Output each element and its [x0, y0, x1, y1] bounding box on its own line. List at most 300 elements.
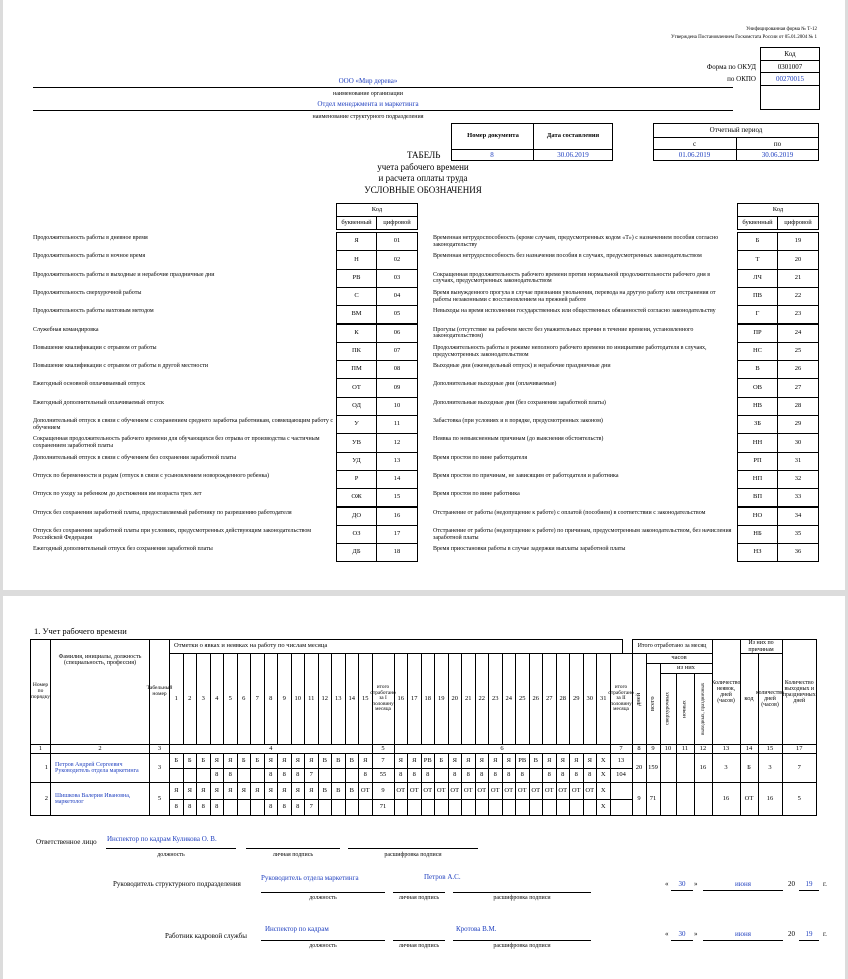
- legend-left-letter: ОТ: [336, 378, 377, 397]
- header-weekends: Количество выходных и праздничных дней: [782, 639, 818, 745]
- doc-date: 30.06.2019: [557, 151, 589, 159]
- legend-left-digit: 03: [376, 269, 418, 288]
- day-code: В: [331, 753, 346, 769]
- legend-left-letter: Р: [336, 470, 377, 489]
- doc-title-line1: учета рабочего времени: [377, 162, 469, 172]
- legend-left-letter: ДО: [336, 507, 377, 526]
- day-hours: 8: [210, 768, 225, 783]
- day-hours: 8: [169, 799, 184, 816]
- day-code: Б: [237, 753, 252, 769]
- month-hours: 71: [646, 782, 661, 816]
- doc-number-label: Номер документа: [467, 132, 519, 139]
- head-name: Петров А.С.: [424, 873, 461, 881]
- column-number: 10: [660, 744, 677, 754]
- day-hours: [421, 799, 436, 816]
- legend-right-digit: 20: [777, 250, 819, 269]
- legend-right-name: Дополнительные выходные дни (без сохранения заработной платы): [433, 399, 606, 406]
- day-code: ОТ: [529, 782, 544, 800]
- responsible-label: Ответственное лицо: [36, 838, 97, 846]
- legend-left-letter: УВ: [336, 433, 377, 452]
- column-number: 2: [50, 744, 150, 754]
- day-hours: [448, 799, 463, 816]
- header-day: 25: [515, 653, 530, 745]
- legend-right-digit: 36: [777, 543, 819, 562]
- day-hours: [223, 799, 238, 816]
- day-code: Б: [169, 753, 184, 769]
- day-hours: [196, 768, 211, 783]
- day-code: Я: [461, 753, 476, 769]
- day-hours: [515, 799, 530, 816]
- day-code: Я: [169, 782, 184, 800]
- day-hours: 8: [264, 799, 279, 816]
- day-code: Я: [210, 753, 225, 769]
- header-day: 16: [394, 653, 409, 745]
- header-day: 6: [237, 653, 252, 745]
- head-date-year: 19: [805, 880, 813, 888]
- day-hours: [183, 768, 198, 783]
- head-date-day: 30: [678, 880, 686, 888]
- day-hours: 8: [556, 768, 571, 783]
- day-code: Я: [407, 753, 422, 769]
- hr-date-suffix: г.: [823, 930, 827, 938]
- day-hours: 8: [475, 768, 490, 783]
- legend-right-name: Время простоя по вине работодателя: [433, 454, 528, 461]
- okpo-label: по ОКПО: [727, 75, 756, 83]
- day-hours: 8: [196, 799, 211, 816]
- legend-right-digit: 19: [777, 232, 819, 251]
- header-tab: Табельный номер: [149, 639, 170, 745]
- day-hours: Х: [596, 799, 611, 816]
- day-code: Я: [223, 753, 238, 769]
- day-code: Я: [223, 782, 238, 800]
- day-code: РВ: [515, 753, 530, 769]
- header-day: 27: [542, 653, 557, 745]
- doc-date-label: Дата составления: [546, 132, 600, 139]
- header-day: 10: [291, 653, 306, 745]
- legend-right-code-header: Код: [737, 203, 819, 217]
- legend-left-code-header: Код: [336, 203, 418, 217]
- legend-left-digit: 01: [376, 232, 418, 251]
- day-hours: 8: [421, 768, 436, 783]
- code-label: Код: [784, 50, 796, 58]
- reason-code: Б: [740, 753, 759, 783]
- day-hours: [488, 799, 503, 816]
- head-date-quote-open: «: [665, 880, 669, 888]
- column-number: 8: [632, 744, 647, 754]
- header-day: 4: [210, 653, 225, 745]
- responsible-position-caption: должность: [157, 852, 185, 858]
- day-code: ОТ: [461, 782, 476, 800]
- org-caption: наименование организации: [333, 91, 403, 97]
- legend-left-letter-header: буквенный: [336, 216, 377, 230]
- responsible-decode-caption: расшифровка подписи: [384, 852, 442, 858]
- day-code: Я: [542, 753, 557, 769]
- legend-left-name: Сокращенная продолжительность рабочего времени для обучающихся без отрыва от производства с частичным сохранением заработной платы: [33, 436, 320, 450]
- legend-right-name: Сокращенная продолжительность рабочего времени против нормальной продолжительности рабочего дня в случаях, предусмотренных законодательством: [433, 271, 711, 285]
- day-hours: [318, 799, 333, 816]
- legend-right-name: Неявка по невыясненным причинам (до выяснения обстоятельств): [433, 436, 604, 443]
- legend-left-name: Отпуск без сохранения заработной платы при условиях, предусмотренных действующим законодательством Российской Федерации: [33, 527, 312, 541]
- legend-left-letter: У: [336, 415, 377, 434]
- legend-left-name: Отпуск без сохранения заработной платы, предоставляемый работнику по разрешению работодателя: [33, 509, 292, 516]
- day-code: ОТ: [583, 782, 598, 800]
- day-code: Я: [250, 782, 265, 800]
- day-code: ОТ: [502, 782, 517, 800]
- legend-right-letter: Г: [737, 305, 778, 324]
- legend-right-digit: 32: [777, 470, 819, 489]
- timesheet-page-1: [3, 0, 845, 590]
- org-name: ООО «Мир дерева»: [338, 77, 398, 85]
- period-label: Отчетный период: [709, 126, 763, 134]
- legend-left-digit: 13: [376, 452, 418, 471]
- okpo-value: 00270015: [776, 75, 804, 83]
- day-code: Б: [250, 753, 265, 769]
- doc-title-line2: и расчета оплаты труда: [378, 173, 468, 183]
- absence-count: 3: [712, 753, 741, 783]
- reason-code: ОТ: [740, 782, 759, 816]
- header-name: Фамилия, инициалы, должность (специальность, профессия): [50, 639, 150, 745]
- head-position: Руководитель отдела маркетинга: [261, 874, 359, 882]
- month-overtime: [660, 782, 677, 816]
- legend-right-digit: 31: [777, 452, 819, 471]
- column-number: 13: [712, 744, 741, 754]
- reason-count: 3: [758, 753, 783, 783]
- legend-right-letter: РП: [737, 452, 778, 471]
- half1-hours: 55: [372, 768, 395, 783]
- day-hours: 8: [223, 768, 238, 783]
- half2-hours: 104: [610, 768, 633, 783]
- okud-label: Форма по ОКУД: [706, 63, 756, 71]
- day-code: ОТ: [542, 782, 557, 800]
- legend-right-name: Временная нетрудоспособность без назначения пособия в случаях, предусмотренных законодательством: [433, 253, 702, 260]
- header-day: 28: [556, 653, 571, 745]
- day-hours: 8: [583, 768, 598, 783]
- legend-right-digit: 28: [777, 397, 819, 416]
- day-hours: [529, 799, 544, 816]
- day-hours: Х: [596, 768, 611, 783]
- header-reasons: Из них по причинам: [740, 639, 783, 654]
- legend-right-name: Время приостановки работы в случае задержки выплаты заработной платы: [433, 546, 626, 553]
- legend-right-letter: ПР: [737, 324, 778, 343]
- day-hours: 7: [304, 799, 319, 816]
- responsible-value: Инспектор по кадрам Куликова О. В.: [107, 835, 217, 843]
- legend-left-digit: 09: [376, 378, 418, 397]
- half2-hours: [610, 799, 633, 816]
- day-code: Б: [196, 753, 211, 769]
- legend-left-name: Ежегодный дополнительный оплачиваемый отпуск: [33, 399, 164, 406]
- hr-label: Работник кадровой службы: [165, 932, 247, 940]
- header-worked: Итого отработано за месяц: [632, 639, 713, 654]
- legend-left-name: Продолжительность работы в дневное время: [33, 235, 148, 241]
- hr-date-quote-open: «: [665, 930, 669, 938]
- legend-left-name: Продолжительность работы в ночное время: [33, 253, 146, 260]
- header-holiday: выходных, праздничных: [694, 673, 713, 745]
- day-code: Я: [502, 753, 517, 769]
- half1-hours: 71: [372, 799, 395, 816]
- legend-right-name: Отстранение от работы (недопущение к работе) по причинам, предусмотренным законодательством, без начисления заработной платы: [433, 527, 732, 541]
- legend-right-digit: 35: [777, 525, 819, 544]
- okud-value: 0301007: [777, 63, 803, 71]
- day-hours: [502, 799, 517, 816]
- half1-days: 7: [372, 753, 395, 769]
- hr-date-month: июня: [735, 930, 751, 938]
- day-code: Я: [264, 753, 279, 769]
- timesheet-page-2: [3, 596, 845, 979]
- day-hours: 8: [264, 768, 279, 783]
- legend-left-digit-header: цифровой: [376, 216, 418, 230]
- day-hours: 8: [488, 768, 503, 783]
- day-hours: [461, 799, 476, 816]
- weekend-count: 7: [782, 753, 818, 783]
- day-hours: [542, 799, 557, 816]
- legend-right-name: Отстранение от работы (недопущение к работе) с оплатой (пособием) в соответствии с законодательством: [433, 509, 706, 516]
- legend-right-letter: Т: [737, 250, 778, 269]
- day-code: В: [529, 753, 544, 769]
- header-num: Номер по порядку: [30, 639, 51, 745]
- legend-left-digit: 07: [376, 342, 418, 361]
- legend-right-letter: НВ: [737, 397, 778, 416]
- period-to: 30.06.2019: [761, 151, 794, 159]
- legend-left-digit: 18: [376, 543, 418, 562]
- legend-left-name: Продолжительность работы в выходные и нерабочие праздничные дни: [33, 271, 215, 278]
- header-day: 14: [345, 653, 360, 745]
- legend-left-digit: 14: [376, 470, 418, 489]
- header-day: 19: [434, 653, 449, 745]
- day-hours: 8: [277, 799, 292, 816]
- dept-caption: наименование структурного подразделения: [312, 114, 424, 120]
- legend-right-letter: В: [737, 360, 778, 379]
- legend-right-name: Временная нетрудоспособность (кроме случаев, предусмотренных кодом «Т») с назначением пособия согласно законодательству: [433, 235, 719, 248]
- day-code: Х: [596, 782, 611, 800]
- period-to-label: по: [773, 140, 782, 148]
- legend-left-letter: ДБ: [336, 543, 377, 562]
- legend-left-name: Отпуск по уходу за ребенком до достижения им возраста трех лет: [33, 491, 202, 498]
- legend-left-name: Отпуск по беременности и родам (отпуск в связи с усыновлением новорожденного ребенка): [33, 472, 270, 479]
- legend-left-name: Служебная командировка: [33, 326, 99, 333]
- day-code: Б: [183, 753, 198, 769]
- legend-right-letter: ВП: [737, 488, 778, 507]
- hr-decode-caption: расшифровка подписи: [493, 943, 551, 949]
- day-hours: 8: [358, 768, 373, 783]
- day-code: Я: [448, 753, 463, 769]
- header-day: 13: [331, 653, 346, 745]
- day-hours: [394, 799, 409, 816]
- legend-right-letter: НН: [737, 433, 778, 452]
- doc-number: 8: [490, 151, 494, 159]
- legend-left-digit: 05: [376, 305, 418, 324]
- legend-right-letter: ЛЧ: [737, 269, 778, 288]
- half2-days: 13: [610, 753, 633, 769]
- legend-left-letter: ОЗ: [336, 525, 377, 544]
- legend-left-name: Ежегодный дополнительный отпуск без сохранения заработной платы: [33, 546, 213, 553]
- header-of-them: из них: [660, 663, 713, 674]
- employee-tab: 3: [149, 753, 170, 783]
- header-day: 31: [596, 653, 611, 745]
- column-number: 11: [676, 744, 695, 754]
- legend-right-digit: 27: [777, 378, 819, 397]
- header-day: 11: [304, 653, 319, 745]
- day-code: Я: [394, 753, 409, 769]
- header-day: 21: [461, 653, 476, 745]
- month-overtime: [660, 753, 677, 783]
- legend-left-letter: К: [336, 324, 377, 343]
- header-hours: часов: [646, 653, 713, 664]
- hr-date-day: 30: [678, 930, 686, 938]
- header-day: 20: [448, 653, 463, 745]
- header-day: 17: [407, 653, 422, 745]
- legend-left-letter: Н: [336, 250, 377, 269]
- day-hours: [237, 799, 252, 816]
- month-holiday: 16: [694, 753, 713, 783]
- head-date-century: 20: [788, 880, 795, 888]
- legend-left-digit: 02: [376, 250, 418, 269]
- employee-name: Шишкова Валерия Ивановна, маркетолог: [50, 782, 150, 816]
- head-position-caption: должность: [309, 895, 337, 901]
- day-hours: [345, 799, 360, 816]
- legend-left-name: Продолжительность работы вахтовым методом: [33, 308, 154, 315]
- day-hours: 8: [461, 768, 476, 783]
- head-signature-caption: личная подпись: [398, 895, 440, 901]
- day-code: Я: [358, 753, 373, 769]
- legend-right-digit: 29: [777, 415, 819, 434]
- header-day: 22: [475, 653, 490, 745]
- hr-name: Кротова В.М.: [456, 925, 497, 933]
- header-day: 30: [583, 653, 598, 745]
- legend-right-digit-header: цифровой: [777, 216, 819, 230]
- day-hours: [318, 768, 333, 783]
- day-hours: [407, 799, 422, 816]
- header-half2: итого отработано за II половину месяца: [610, 653, 633, 745]
- header-day: 29: [569, 653, 584, 745]
- section-title: 1. Учет рабочего времени: [34, 626, 127, 636]
- day-hours: [556, 799, 571, 816]
- day-hours: [250, 768, 265, 783]
- column-number: 7: [610, 744, 633, 754]
- day-hours: 8: [569, 768, 584, 783]
- day-code: Я: [488, 753, 503, 769]
- employee-name: Петров Андрей Сергеевич Руководитель отдела маркетинга: [50, 753, 150, 783]
- legend-right-digit: 26: [777, 360, 819, 379]
- day-hours: [169, 768, 184, 783]
- header-total: всего: [646, 663, 661, 745]
- header-day: 5: [223, 653, 238, 745]
- employee-tab: 5: [149, 782, 170, 816]
- day-hours: 8: [291, 799, 306, 816]
- employee-num: 1: [30, 753, 51, 783]
- legend-left-letter: ПМ: [336, 360, 377, 379]
- day-code: Я: [475, 753, 490, 769]
- month-hours: 159: [646, 753, 661, 783]
- day-code: Я: [556, 753, 571, 769]
- day-code: ОТ: [556, 782, 571, 800]
- legend-right-letter: НС: [737, 342, 778, 361]
- legend-right-digit: 33: [777, 488, 819, 507]
- dept-name: Отдел менеджмента и маркетинга: [317, 100, 419, 108]
- half1-days: 9: [372, 782, 395, 800]
- day-code: ОТ: [488, 782, 503, 800]
- legend-right-letter: НБ: [737, 525, 778, 544]
- column-number: 9: [646, 744, 661, 754]
- header-marks: Отметки о явках и неявках на работу по числам месяца: [169, 639, 623, 654]
- absence-count: 16: [712, 782, 741, 816]
- legend-right-name: Выходные дни (еженедельный отпуск) и нерабочие праздничные дни: [433, 363, 611, 370]
- legend-right-name: Время простоя по причинам, не зависящим от работодателя и работника: [433, 472, 619, 479]
- legend-right-digit: 21: [777, 269, 819, 288]
- header-day: 24: [502, 653, 517, 745]
- legend-right-name: Продолжительность работы в режиме неполного рабочего времени по инициативе работодателя в случаях, предусмотренных законодательством: [433, 344, 707, 358]
- day-code: ОТ: [407, 782, 422, 800]
- legend-left-letter: ОЖ: [336, 488, 377, 507]
- day-hours: [345, 768, 360, 783]
- head-decode-caption: расшифровка подписи: [493, 895, 551, 901]
- day-code: В: [331, 782, 346, 800]
- legend-right-name: Забастовка (при условиях и в порядке, предусмотренных законом): [433, 418, 603, 424]
- day-hours: [358, 799, 373, 816]
- legend-left-letter: ВМ: [336, 305, 377, 324]
- column-number: 14: [740, 744, 759, 754]
- day-hours: 8: [183, 799, 198, 816]
- header-overtime: сверхурочных: [660, 673, 677, 745]
- day-hours: 8: [448, 768, 463, 783]
- day-code: ОТ: [569, 782, 584, 800]
- legend-left-letter: ОД: [336, 397, 377, 416]
- header-day: 26: [529, 653, 544, 745]
- month-holiday: [694, 782, 713, 816]
- day-code: Я: [277, 753, 292, 769]
- day-code: В: [345, 753, 360, 769]
- legend-right-name: Время простоя по вине работника: [433, 491, 520, 498]
- day-code: Я: [304, 782, 319, 800]
- header-day: 3: [196, 653, 211, 745]
- legend-right-letter-header: буквенный: [737, 216, 778, 230]
- hr-date-quote-close: »: [694, 930, 698, 938]
- legend-right-digit: 24: [777, 324, 819, 343]
- responsible-signature-caption: личная подпись: [272, 852, 314, 858]
- day-code: ОТ: [358, 782, 373, 800]
- unified-form-note: Унифицированная форма № Т-12: [746, 27, 817, 32]
- legend-left-digit: 10: [376, 397, 418, 416]
- legend-right-name: Время вынужденного прогула в случае признания увольнения, перевода на другую работу или отстранения от работы незаконными с восстановлением на прежней работе: [433, 289, 716, 303]
- hr-date-century: 20: [788, 930, 795, 938]
- day-hours: 8: [210, 799, 225, 816]
- day-code: Я: [183, 782, 198, 800]
- header-day: 2: [183, 653, 198, 745]
- approval-note: Утверждена Постановлением Госкомстата России от 05.01.2004 № 1: [671, 35, 817, 40]
- day-hours: [475, 799, 490, 816]
- legend-right-letter: ПВ: [737, 287, 778, 306]
- header-day: 7: [250, 653, 265, 745]
- legend-right-letter: НП: [737, 470, 778, 489]
- header-day: 8: [264, 653, 279, 745]
- period-from-label: с: [692, 140, 697, 148]
- column-number: 15: [758, 744, 783, 754]
- day-code: РВ: [421, 753, 436, 769]
- legend-left-digit: 08: [376, 360, 418, 379]
- header-days: дней: [632, 653, 647, 745]
- legend-left-name: Дополнительный отпуск в связи с обучением с сохранением среднего заработка работникам, совмещающим работу с обучением: [33, 418, 333, 431]
- day-code: ОТ: [421, 782, 436, 800]
- header-code: код: [740, 653, 759, 745]
- legend-left-digit: 04: [376, 287, 418, 306]
- legend-left-name: Продолжительность сверхурочной работы: [33, 289, 142, 296]
- weekend-count: 5: [782, 782, 818, 816]
- legend-title: УСЛОВНЫЕ ОБОЗНАЧЕНИЯ: [364, 185, 482, 195]
- header-absence: Количество неявок, дней (часов): [712, 639, 741, 745]
- legend-left-letter: Я: [336, 232, 377, 251]
- day-hours: [237, 768, 252, 783]
- hr-date-year: 19: [805, 930, 813, 938]
- employee-num: 2: [30, 782, 51, 816]
